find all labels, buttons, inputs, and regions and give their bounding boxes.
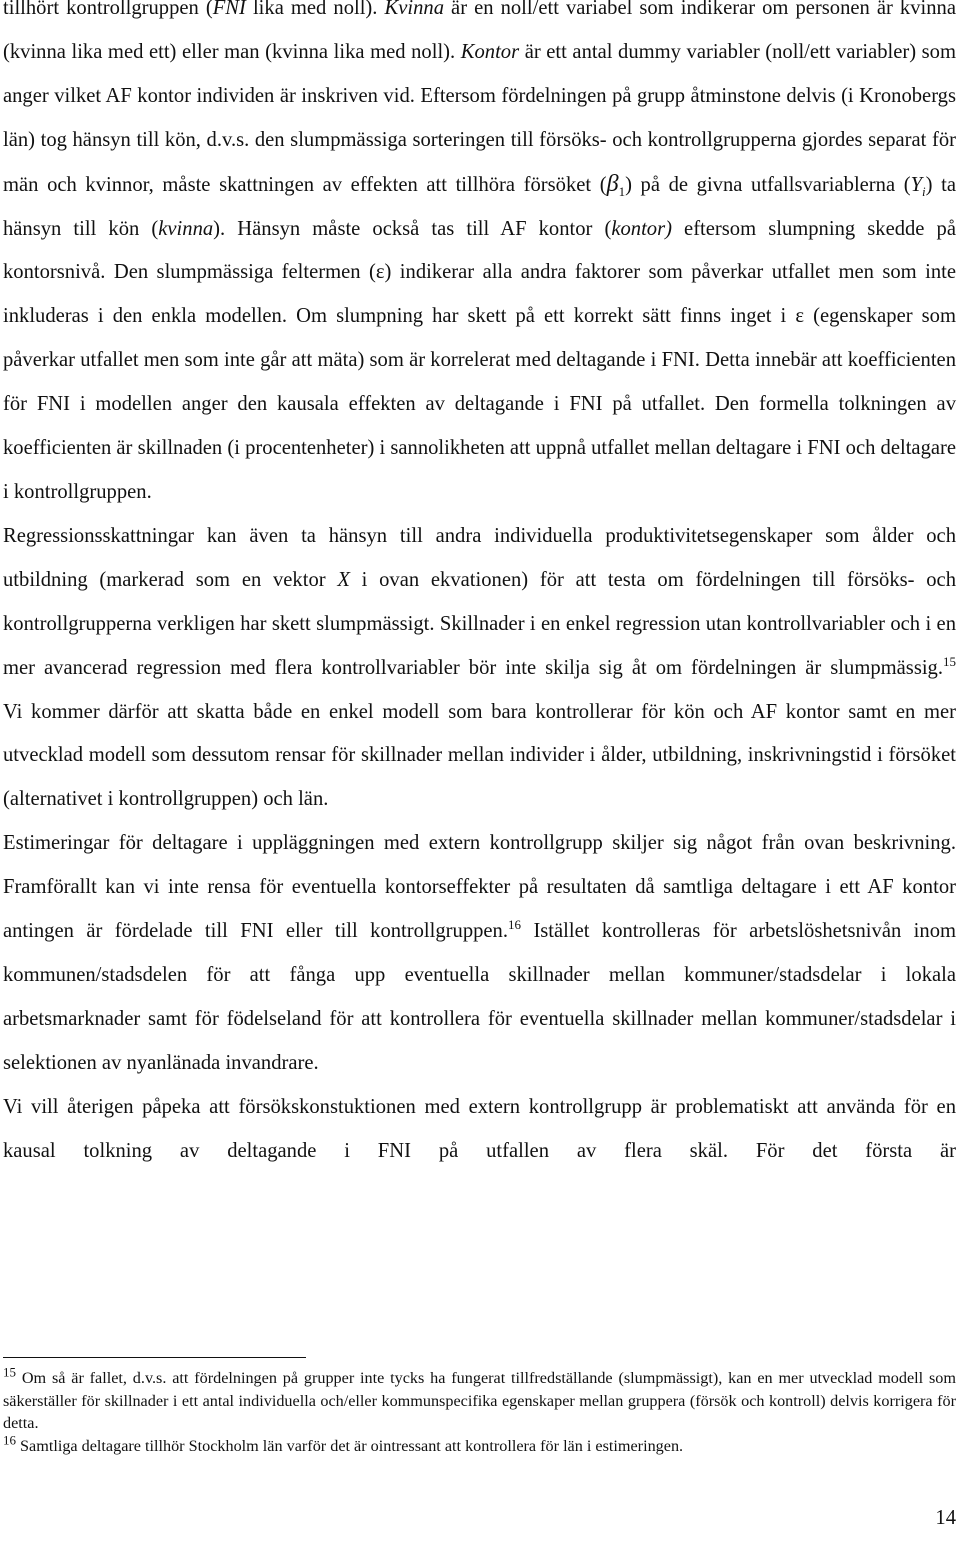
body-paragraph: [3, 822, 956, 1085]
italic-symbol-x: X: [337, 568, 350, 591]
text-run: Vi vill återigen påpeka att försökskonstuktionen med extern kontrollgrupp är problematiskt att använda för en kausal tolkning av deltagande i FNI på utfallen av flera skäl. För det första är: [3, 1095, 956, 1162]
text-run: är ett antal dummy variabler (noll/ett variabler) som anger vilket AF kontor individen är inskriven vid. Eftersom fördelningen på grupp åtminstone delvis (i Kronobergs län) tog hänsyn till kön, d.v.s. den slumpmässiga sorteringen till försöks- och kontrollgrupperna gjordes separat för män och kvinnor, måste skattningen av effekten att tillhöra försöket (: [3, 40, 956, 196]
footnote-text: Om så är fallet, d.v.s. att fördelningen på grupper inte tycks ha fungerat tillfredställande (slumpmässigt), kan en mer utvecklad modell som säkerställer för skillnader i ett antal individuella och/eller kommunspecifika egenskaper mellan gruppera (försök och kontroll) delvis korrigera för detta.: [3, 1369, 956, 1433]
text-run: Vi kommer därför att skatta både en enkel modell som bara kontrollerar för kön och AF kontor samt en mer utvecklad modell som dessutom rensar för skillnader mellan individer i ålder, utbildning, inskrivningstid i försöket (alternativet i kontrollgruppen) och län.: [3, 700, 956, 811]
body-paragraph: [3, 1086, 956, 1174]
footnote-number: 16: [3, 1432, 16, 1448]
beta-symbol: β: [606, 170, 619, 197]
text-run: Istället kontrolleras för arbetslöshetsnivån inom kommunen/stadsdelen för att fånga upp eventuella skillnader mellan kommuner/stadsdelar i lokala arbetsmarknader samt för födelseland för att kontrollera för eventuella skillnader mellan kommuner/stadsdelar i selektionen av nyanlänada invandrare.: [3, 920, 957, 1074]
text-run: lika med noll).: [245, 0, 385, 19]
italic-term-kvinna: Kvinna: [384, 0, 444, 19]
italic-term-kontor: kontor): [611, 217, 672, 240]
text-run: ) ta hänsyn till kön (: [3, 173, 957, 240]
italic-term-fni: FNI: [212, 0, 246, 19]
body-paragraph: [3, 691, 956, 823]
text-run: ) på de givna utfallsvariablerna (: [625, 173, 911, 196]
text-run: tillhört kontrollgruppen (: [3, 0, 213, 19]
body-paragraph: [3, 515, 956, 691]
text-run: i ovan ekvationen) för att testa om fördelningen till försöks- och kontrollgrupperna verkligen har skett slumpmässigt. Skillnader i en enkel regression utan kontrollvariabler och i en mer avancerad regression med flera kontrollvariabler bör inte skilja sig åt om fördelningen är slumpmässig.: [3, 568, 956, 679]
italic-symbol-y: Y: [910, 173, 923, 196]
footnote-ref-15[interactable]: 15: [943, 653, 956, 669]
text-run: eftersom slumpning skedde på kontorsnivå. Den slumpmässiga feltermen (ε) indikerar alla andra faktorer som påverkar utfallet men som inte inkluderas i den enkla modellen. Om slumpning har skett på ett korrekt sätt finns inget i ε (egenskaper som påverkar utfallet men som inte går att mäta) som är korrelerat med deltagande i FNI. Detta innebär att koefficienten för FNI i modellen anger den kausala effekten av deltagande i FNI på utfallet. Den formella tolkningen av koefficienten är skillnaden (i procentenheter) i sannolikheten att uppnå utfallet mellan deltagare i FNI och deltagare i kontrollgruppen.: [3, 217, 956, 503]
footnote-text: Samtliga deltagare tillhör Stockholm län varför det är ointressant att kontrollera för län i estimeringen.: [16, 1436, 684, 1455]
text-run: Regressionsskattningar kan även ta hänsyn till andra individuella produktivitetsegenskaper som ålder och utbildning (markerad som en vektor: [3, 524, 956, 591]
footnote-ref-16[interactable]: 16: [508, 917, 522, 933]
document-page: [3, 0, 956, 1173]
footnote-16: [3, 1432, 956, 1458]
footnote-separator: [3, 1357, 306, 1358]
footnote-number: 15: [3, 1364, 16, 1380]
footnotes: [3, 1364, 956, 1457]
y-subscript: i: [922, 183, 926, 199]
text-run: Estimeringar för deltagare i uppläggningen med extern kontrollgrupp skiljer sig något från ovan beskrivning. Framförallt kan vi inte rensa för eventuella kontorseffekter på resultaten då samtliga deltagare i ett AF kontor antingen är fördelade till FNI eller till kontrollgruppen.: [3, 832, 956, 943]
italic-term-kontor: Kontor: [460, 40, 520, 63]
page-number: 14: [935, 1507, 956, 1529]
text-run: är en noll/ett variabel som indikerar om personen är kvinna (kvinna lika med ett) eller man (kvinna lika med noll).: [3, 0, 956, 63]
text-run: ). Hänsyn måste också tas till AF kontor (: [213, 217, 612, 240]
footnote-15: [3, 1364, 956, 1435]
body-paragraph: [3, 0, 956, 515]
beta-subscript: 1: [618, 183, 626, 199]
italic-term-kvinna: kvinna: [158, 217, 214, 240]
